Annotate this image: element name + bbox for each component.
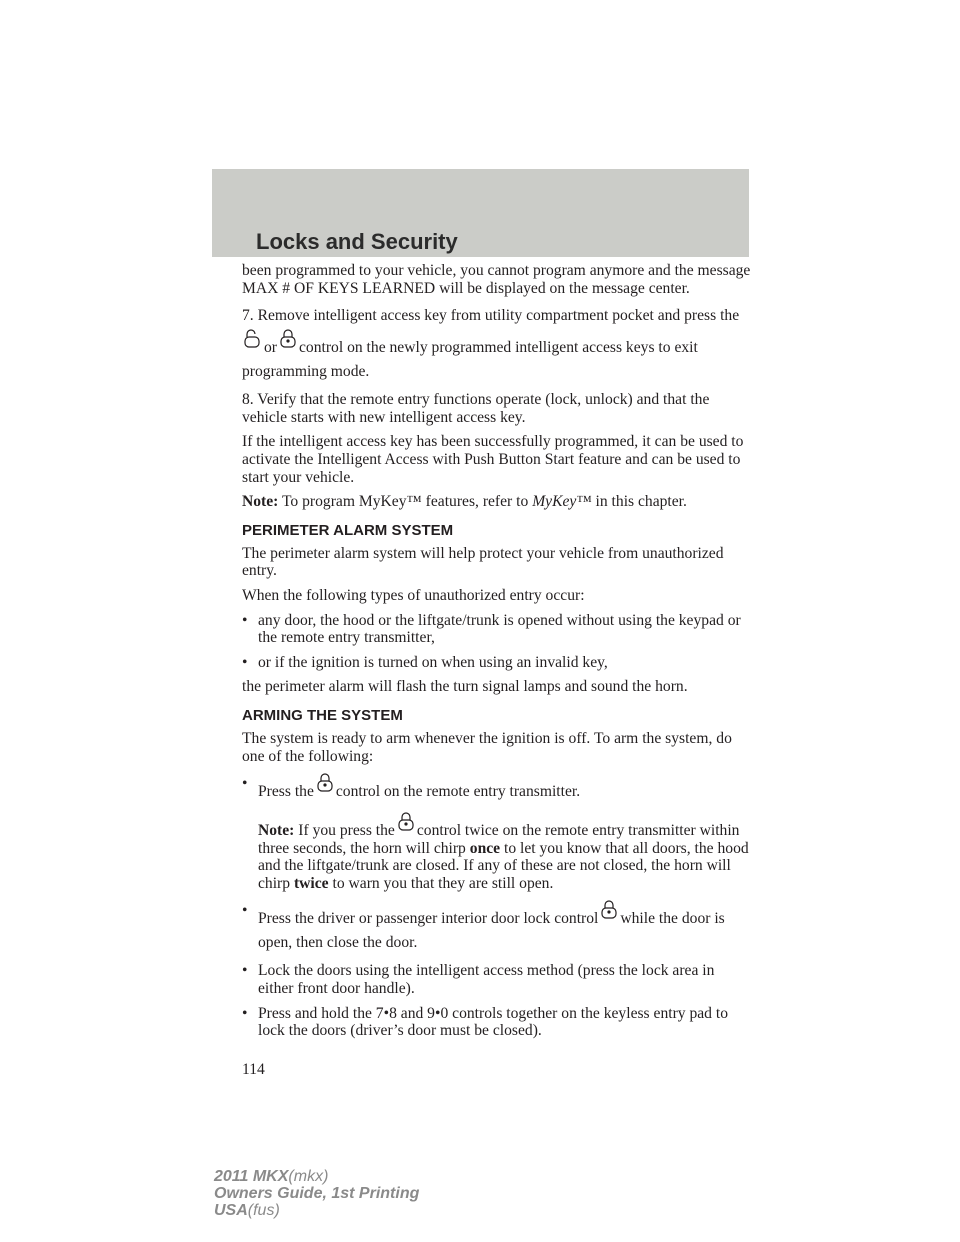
bullet-dot: • [242, 611, 248, 629]
heading-arming-system: ARMING THE SYSTEM [242, 706, 403, 724]
paragraph: The system is ready to arm whenever the ignition is off. To arm the system, do one of the following: [242, 729, 732, 765]
bullet-dot: • [242, 902, 248, 920]
text: to warn you that they are still open. [332, 874, 554, 892]
note [242, 811, 752, 892]
footer-line [214, 1168, 419, 1185]
text: or [264, 339, 277, 357]
bullet-dot: • [242, 653, 248, 671]
text: 0 controls together on the keyless entry pad to lock the doors (driver’s door must be closed). [258, 1004, 729, 1040]
bullet-separator: • [383, 1004, 390, 1022]
footer-code: (fus) [247, 1202, 280, 1219]
list-item [242, 772, 752, 804]
section-title: Locks and Security [256, 229, 458, 254]
bullet-dot: • [242, 962, 248, 980]
list-item [242, 899, 752, 955]
note-label: Note: [242, 493, 279, 511]
paragraph: been programmed to your vehicle, you cannot program anymore and the message MAX # OF KEYS LEARNED will be displayed on the message center. [242, 262, 751, 297]
emphasis-once: once [469, 839, 501, 857]
paragraph-step-8: 8. Verify that the remote entry functions operate (lock, unlock) and that the vehicle starts with new intelligent access key. [242, 391, 710, 426]
text: while the door is open, then close the door. [258, 910, 725, 952]
list-item [242, 654, 752, 672]
list-item [242, 962, 752, 997]
paragraph: If the intelligent access key has been successfully programmed, it can be used to activate the Intelligent Access with Push Button Start feature and can be used to start your vehicle. [242, 433, 744, 486]
unlock-icon [244, 328, 262, 348]
footer-line [214, 1202, 419, 1219]
text: control twice on the remote entry transmitter within three seconds, the horn will chirp [258, 822, 740, 857]
text: Press the [258, 783, 314, 801]
text: Lock the doors using the intelligent access method (press the lock area in either front door handle). [258, 962, 715, 998]
text: in this chapter. [595, 493, 687, 511]
page-content [242, 262, 752, 1047]
text: If you press the [298, 822, 395, 840]
bullet-dot: • [242, 775, 248, 793]
text: To program MyKey™ features, refer to [282, 493, 529, 511]
heading-perimeter-alarm: PERIMETER ALARM SYSTEM [242, 521, 454, 539]
footer-market: USA [214, 1202, 248, 1219]
list-item [242, 1005, 752, 1040]
text: 7. Remove intelligent access key from utility compartment pocket and press the [242, 307, 740, 325]
text: control on the newly programmed intelligent access keys to exit programming mode. [242, 339, 698, 381]
paragraph: When the following types of unauthorized entry occur: [242, 586, 585, 604]
footer-model: 2011 MKX [214, 1168, 289, 1185]
text: 8 and 9 [389, 1004, 435, 1022]
lock-icon [600, 899, 618, 919]
bullet-separator: • [434, 1004, 441, 1022]
text: Press and hold the 7 [258, 1004, 384, 1022]
paragraph: The perimeter alarm system will help protect your vehicle from unauthorized entry. [242, 544, 724, 580]
section-header-band [212, 169, 749, 257]
text: any door, the hood or the liftgate/trunk is opened without using the keypad or the remote entry transmitter, [258, 611, 741, 647]
note-label: Note: [258, 822, 295, 840]
paragraph-step-7 [242, 304, 752, 384]
note [242, 493, 752, 511]
list-item [242, 612, 752, 647]
text: Press the driver or passenger interior door lock control [258, 910, 599, 928]
footer-line: Owners Guide, 1st Printing [214, 1185, 420, 1202]
lock-icon [279, 328, 297, 348]
lock-icon [397, 811, 415, 831]
text: to let you know that all doors, the hood and the liftgate/trunk are closed. If any of these are not closed, the horn will chirp [258, 839, 749, 892]
paragraph: the perimeter alarm will flash the turn signal lamps and sound the horn. [242, 678, 688, 696]
cross-reference: MyKey™ [532, 493, 592, 511]
lock-icon [316, 772, 334, 792]
text: or if the ignition is turned on when using an invalid key, [258, 653, 608, 671]
bullet-dot: • [242, 1004, 248, 1022]
text: control on the remote entry transmitter. [335, 783, 581, 801]
emphasis-twice: twice [293, 874, 329, 892]
page-number: 114 [242, 1061, 265, 1078]
footer-code: (mkx) [288, 1168, 329, 1185]
print-footer [214, 1168, 419, 1219]
